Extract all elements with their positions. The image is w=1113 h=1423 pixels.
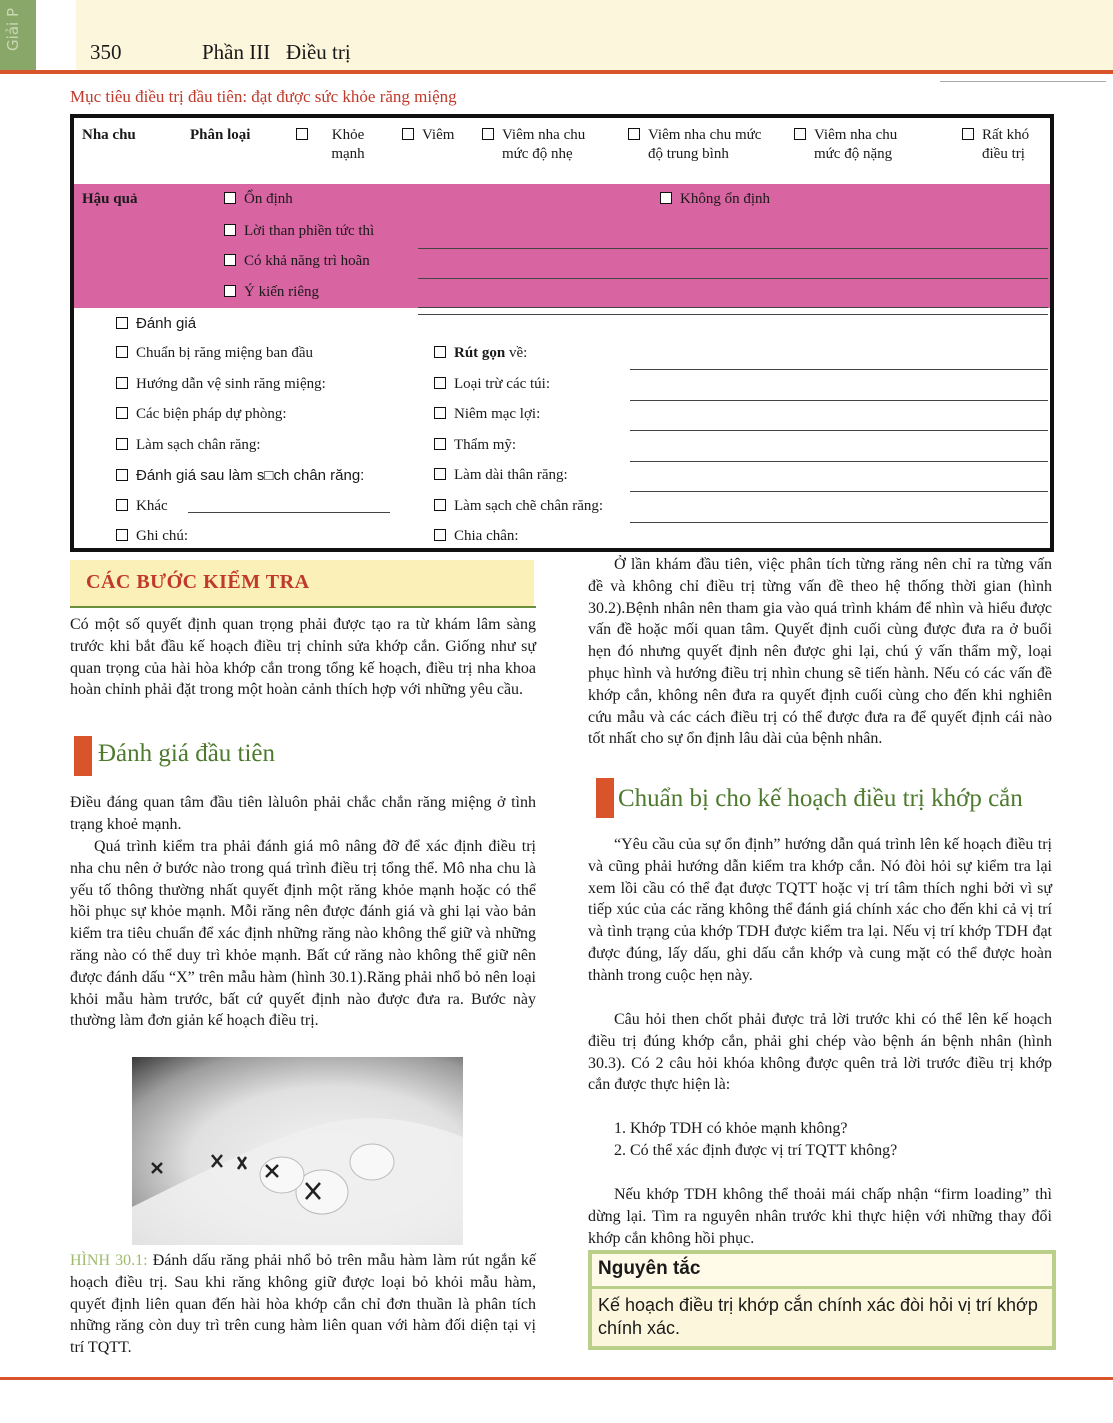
checkbox[interactable]: [434, 346, 446, 358]
checkbox[interactable]: [116, 499, 128, 511]
page-number: 350: [90, 40, 122, 64]
checkbox[interactable]: [116, 377, 128, 389]
checkbox[interactable]: [434, 407, 446, 419]
checkbox[interactable]: [660, 192, 672, 204]
item-reduce[interactable]: Rút gọn về:: [434, 344, 527, 363]
item-notes[interactable]: Ghi chú:: [116, 527, 188, 546]
paragraph: Quá trình kiểm tra phải đánh giá mô nâng đỡ để xác định điều trị nha chu nên ở bước nào trong quá trình điều trị tổng thể. Mô nha chu là yếu tố thông thường nhất quyết định một răng khỏe mạnh hoặc có thể hồi phục sự khỏe mạnh. Mỗi răng nên được đánh giá và ghi lại vào bản kiểm tra tiêu chuẩn để xác định những răng nào không thể giữ và những răng nào có thể duy trì khỏe mạnh. Bất cứ răng nào không thể giữ nên được đánh dấu “X” trên mẫu hàm (hình 30.1).Răng phải nhổ bỏ nên loại khỏi mẫu hàm trước, bất cứ quyết định nào được đưa ra. Bước này thường làm đơn giản kế hoạch điều trị.: [70, 838, 536, 1030]
section-bar: [596, 778, 614, 818]
item-other[interactable]: Khác: [116, 497, 168, 516]
item-root-planing[interactable]: Làm sạch chân răng:: [116, 436, 261, 455]
checkbox[interactable]: [116, 317, 128, 329]
footer-rule: [0, 1377, 1113, 1380]
dental-cast-photo: [132, 1057, 463, 1245]
principle-text: Kế hoạch điều trị khớp cắn chính xác đòi hỏi vị trí khớp chính xác.: [598, 1295, 1038, 1338]
side-tab: [0, 0, 36, 72]
item-mucosa[interactable]: Niêm mạc lợi:: [434, 405, 540, 424]
checkbox[interactable]: [482, 128, 494, 140]
form-line: [630, 491, 1048, 492]
item-hygiene[interactable]: Hướng dẫn vệ sinh răng miệng:: [116, 375, 326, 394]
figure-caption: [70, 1250, 536, 1359]
checkbox[interactable]: [434, 468, 446, 480]
item-furcation-cleaning[interactable]: Làm sạch chẽ chân răng:: [434, 497, 603, 516]
form-line: [418, 307, 1048, 308]
dental-cast-drawing: [132, 1057, 463, 1245]
section-title-occlusal: Chuẩn bị cho kế hoạch điều trị khớp cắn: [618, 785, 1023, 812]
item-prevention[interactable]: Các biện pháp dự phòng:: [116, 405, 287, 424]
consequence-delay[interactable]: Có khả năng trì hoãn: [224, 252, 370, 271]
question-1: 1. Khớp TDH có khỏe mạnh không?: [614, 1120, 848, 1137]
checkbox[interactable]: [434, 438, 446, 450]
class-label: Phân loại: [190, 127, 251, 143]
consequence-unstable[interactable]: Không ổn định: [660, 190, 770, 209]
intro-paragraph: Có một số quyết định quan trọng phải được tạo ra từ khám lâm sàng trước khi bắt đầu kế hoạch điều trị chỉnh sửa khớp cắn. Giống như sự quan trọng của hài hòa khớp cắn trong tổng kế hoạch, điều trị nha khoa hoàn chỉnh phải đặt trong một hoàn cảnh thích hợp với những yêu cầu.: [70, 616, 536, 699]
other-input-line[interactable]: [188, 512, 390, 513]
form-line: [630, 461, 1048, 462]
caption-label: HÌNH 30.1:: [70, 1252, 148, 1269]
paragraph: Ở lần khám đầu tiên, việc phân tích từng răng nên chỉ ra từng vấn đề và không chỉ điều trị từng vấn đề theo hệ thống thời gian (hình 30.2).Bệnh nhân nên tham gia vào quá trình khám để nhìn và hiểu được vấn đề hoặc mối quan tâm. Quyết định cuối cùng được đưa ra ở buổi hẹn đó nhưng quyết định nên được ghi lại, chú ý vấn thẩm mỹ, loại phục hình và hướng điều trị nhìn chung sẽ tiến hành. Nếu có các vấn đề khớp cắn, không nên đưa ra quyết định cuối cùng cho đến khi nghiên cứu mẫu và các cách điều trị có thể được đưa ra để quyết định cái nào tốt nhất cho sự ổn định lâu dài của bệnh nhân.: [588, 556, 1052, 748]
principle-box: [588, 1250, 1056, 1350]
checkbox[interactable]: [296, 128, 308, 140]
option-mild[interactable]: Viêm nha chu mức độ nhẹ: [482, 126, 612, 164]
checkbox[interactable]: [402, 128, 414, 140]
item-initial-prep[interactable]: Chuẩn bị răng miệng ban đầu: [116, 344, 313, 363]
paragraph: Điều đáng quan tâm đầu tiên làluôn phải chắc chắn răng miệng ở tình trạng khoẻ mạnh.: [70, 794, 536, 833]
form-line: [418, 278, 1048, 279]
section-bar: [74, 736, 92, 776]
side-strip: [36, 0, 76, 72]
section-heading: CÁC BƯỚC KIỂM TRA: [86, 571, 310, 593]
checkbox[interactable]: [116, 469, 128, 481]
paragraph: “Yêu cầu của sự ổn định” hướng dẫn quá trình lên kế hoạch điều trị và cũng phải hướng dẫn kiểm tra khớp cắn. Nó đòi hỏi sự kiểm tra lại xem lồi cầu có thể đạt được TQTT hoặc vị trí tâm thích nghi bởi vì sự tiếp xúc của các răng không thể đánh giá chính xác cho đến khi cả vị trí và tình trạng của khớp TDH được kiểm tra lại. Nếu vị trí khớp TDH đạt được đúng, lấy dấu, ghi dấu cắn khớp và cung mặt có thể được hoàn thành trong cuộc hẹn này.: [588, 836, 1052, 984]
form-line: [630, 430, 1048, 431]
goal-rule: [940, 81, 1106, 82]
checkbox[interactable]: [434, 377, 446, 389]
item-root-division[interactable]: Chia chân:: [434, 527, 519, 546]
form-line: [630, 400, 1048, 401]
paragraph: Câu hỏi then chốt phải được trả lời trước khi có thể lên kế hoạch điều trị đúng khớp cắn, phải ghi chép vào bệnh án bệnh nhân (hình 30.3). Có 2 câu hỏi khóa không được quên trả lời trước điều trị khớp cắn được thực hiện là:: [588, 1011, 1052, 1094]
caption-text: Đánh dấu răng phải nhổ bỏ trên mẫu hàm làm rút ngắn kế hoạch điều trị. Sau khi răng không giữ được loại bỏ khỏi mẫu hàm, quyết định liên quan đến hài hòa khớp cắn chỉ đơn thuần là phân tích những răng còn duy trì trên cung hàm liên quan với hàm đối diện tại vị trí TQTT.: [70, 1252, 537, 1357]
checkbox[interactable]: [116, 346, 128, 358]
checkbox[interactable]: [116, 407, 128, 419]
principle-title: Nguyên tắc: [598, 1258, 701, 1279]
option-severe[interactable]: Viêm nha chu mức độ nặng: [794, 126, 924, 164]
item-esthetic[interactable]: Thẩm mỹ:: [434, 436, 516, 455]
option-refractory[interactable]: Rất khó điều trị: [962, 126, 1048, 164]
item-crown-lengthening[interactable]: Làm dài thân răng:: [434, 466, 568, 485]
side-tab-label: Giải P: [4, 8, 22, 51]
checkbox[interactable]: [628, 128, 640, 140]
question-2: 2. Có thể xác định được vị trí TQTT không?: [614, 1142, 898, 1159]
consequence-stable[interactable]: Ổn định: [224, 190, 293, 209]
consequence-label: Hậu quả: [82, 191, 138, 207]
checkbox[interactable]: [962, 128, 974, 140]
form-line: [418, 248, 1048, 249]
paragraph: Nếu khớp TDH không thể thoải mái chấp nhận “firm loading” thì dừng lại. Tìm ra nguyên nhân trước khi thực hiện với những thay đổi khớp cắn không hồi phục.: [588, 1186, 1052, 1247]
consequence-opinion[interactable]: Ý kiến riêng: [224, 283, 319, 302]
form-line: [630, 369, 1048, 370]
consequence-complaint[interactable]: Lời than phiền tức thì: [224, 222, 374, 241]
checkbox[interactable]: [224, 254, 236, 266]
checkbox[interactable]: [434, 529, 446, 541]
section-title-initial: Đánh giá đầu tiên: [98, 740, 276, 767]
form-line: [630, 522, 1048, 523]
section-heading-box: [70, 560, 534, 606]
goal-title: Mục tiêu điều trị đầu tiên: đạt được sức khỏe răng miệng: [70, 87, 457, 106]
consequence-panel: [74, 184, 1050, 308]
form-line: [418, 314, 1048, 315]
checkbox[interactable]: [116, 438, 128, 450]
option-inflamed[interactable]: Viêm: [402, 126, 454, 145]
option-healthy[interactable]: Khỏe mạnh: [296, 126, 396, 164]
heading-rule: [70, 606, 536, 608]
perio-label: Nha chu: [82, 127, 136, 143]
principle-head: [592, 1254, 1052, 1289]
item-post-evaluation[interactable]: Đánh giá sau làm s□ch chân răng:: [116, 466, 364, 485]
checkbox[interactable]: [224, 192, 236, 204]
item-evaluation[interactable]: Đánh giá: [116, 314, 196, 333]
header-rule: [0, 70, 1113, 74]
checkbox[interactable]: [116, 529, 128, 541]
exam-form: [70, 114, 1054, 552]
part-title: Phần III Điều trị: [202, 40, 351, 64]
checkbox[interactable]: [224, 285, 236, 297]
option-moderate[interactable]: Viêm nha chu mức độ trung bình: [628, 126, 788, 164]
checkbox[interactable]: [434, 499, 446, 511]
checkbox[interactable]: [794, 128, 806, 140]
header-band: [0, 0, 1113, 72]
item-pocket[interactable]: Loại trừ các túi:: [434, 375, 550, 394]
checkbox[interactable]: [224, 224, 236, 236]
